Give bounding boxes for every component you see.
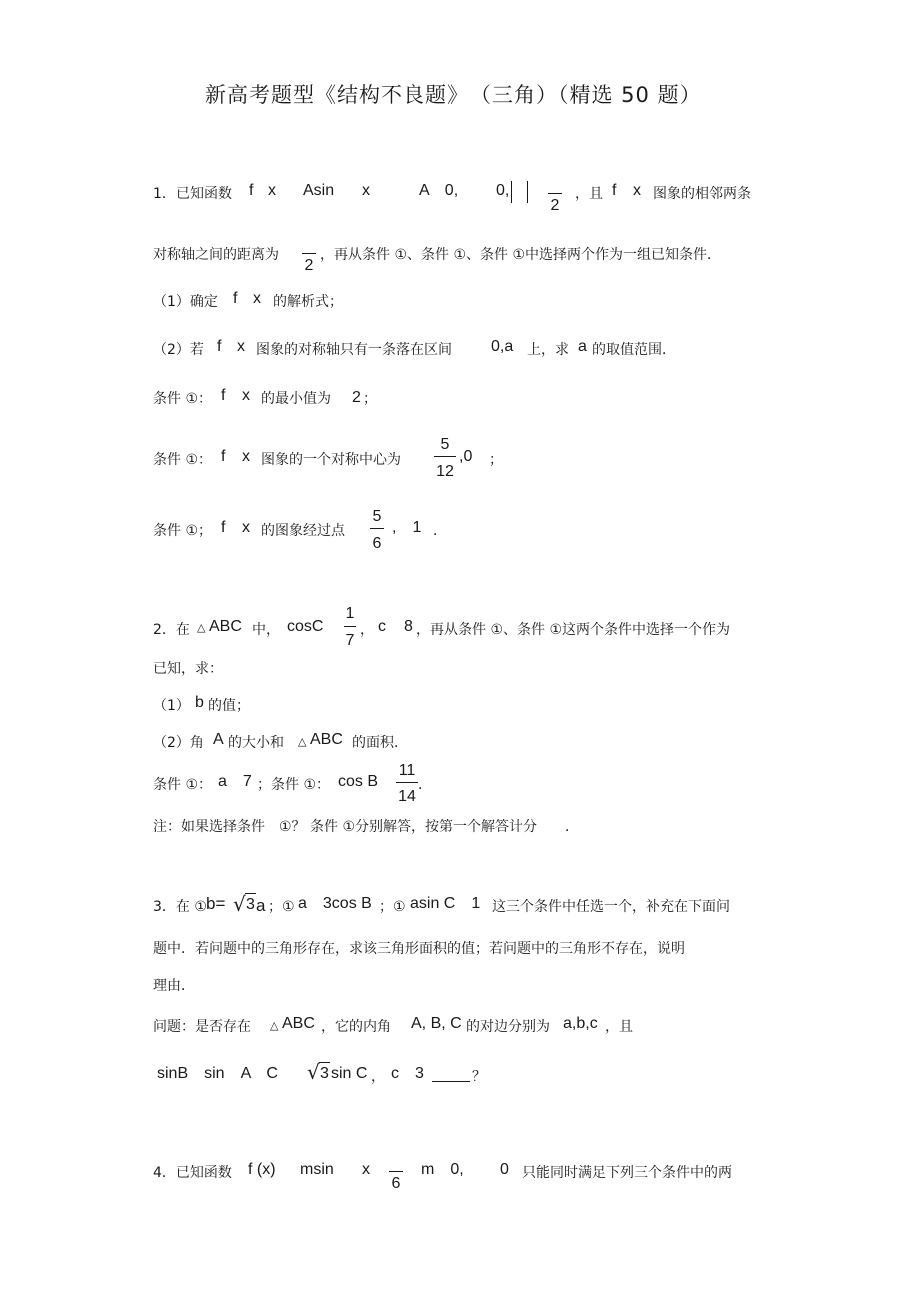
q4-math: msin: [300, 1161, 334, 1178]
q4-text: 只能同时满足下列三个条件中的两: [522, 1165, 732, 1181]
q3-text: 这三个条件中任选一个，补充在下面问: [492, 899, 730, 915]
q1-text: 的图象经过点: [261, 523, 345, 539]
q2-math: A: [213, 731, 224, 748]
q3-math: A, B, C: [411, 1015, 462, 1032]
q2-text: 的值；: [208, 698, 250, 714]
q1-text: 的最小值为: [261, 391, 331, 407]
q1-math: Asin: [303, 182, 335, 199]
q3-math: sin C: [331, 1065, 368, 1082]
q1-math: 0,a: [491, 338, 514, 355]
q2-math: ABC: [209, 618, 242, 635]
q1-text: 的取值范围．: [592, 342, 676, 358]
fraction-bar: [434, 456, 456, 457]
q4-math: f (x): [248, 1161, 276, 1178]
q4-math: m 0,: [421, 1161, 464, 1178]
q1-fraction-denominator: 2: [304, 257, 314, 274]
q1-text: 图象的一个对称中心为: [261, 452, 401, 468]
q1-text: ，再从条件 ①、条件 ①、条件 ①中选择两个作为一组已知条件．: [320, 247, 722, 263]
q3-math: 3: [246, 896, 255, 913]
q3-text: ？: [472, 1069, 486, 1085]
q1-text: 图象的相邻两条: [653, 186, 751, 202]
q3-math: c 3: [391, 1065, 424, 1082]
q3-math: a,b,c: [563, 1015, 598, 1032]
q3-text: 题中．若问题中的三角形存在，求该三角形面积的值；若问题中的三角形不存在，说明: [153, 941, 685, 957]
fraction-bar: [370, 528, 384, 529]
q2-math: b: [195, 694, 204, 711]
q1-condition-2: 条件 ①：: [153, 452, 213, 468]
q3-text: 的对边分别为: [466, 1019, 550, 1035]
q3-text: ；①: [379, 899, 406, 915]
q2-note: 注：如果选择条件 ①？ 条件 ①分别解答，按第一个解答计分 ．: [153, 819, 580, 835]
abs-bar: [527, 181, 528, 203]
q4-math: x: [362, 1161, 370, 1178]
q1-math: f: [249, 182, 254, 199]
q1-text: 已知函数: [176, 186, 232, 202]
q3-text: ，它的内角: [321, 1019, 391, 1035]
q2-fraction-denominator: 14: [398, 788, 416, 805]
q2-text: 中，: [252, 622, 280, 638]
q4-text: 4．已知函数: [153, 1165, 232, 1181]
answer-blank: [432, 1081, 470, 1082]
q4-fraction-denominator: 6: [391, 1175, 401, 1192]
q1-math: f: [233, 290, 238, 307]
q2-text: ；条件 ①：: [257, 777, 331, 793]
q1-math: x: [253, 290, 261, 307]
q1-fraction-denominator: 12: [436, 463, 454, 480]
q3-math: a 3cos B: [298, 895, 372, 912]
q1-fraction-denominator: 2: [550, 197, 560, 214]
q2-math: 8: [404, 618, 413, 635]
q2-part-1: （1）: [153, 698, 190, 714]
q1-math: x: [237, 338, 245, 355]
sqrt-sign: √: [307, 1060, 320, 1084]
q3-math: asin C 1: [410, 895, 481, 912]
q1-math: x: [242, 387, 250, 404]
triangle-icon: △: [197, 621, 206, 634]
q3-math: b=: [206, 894, 226, 913]
q1-text: 图象的对称轴只有一条落在区间: [256, 342, 452, 358]
fraction-bar: [302, 253, 316, 254]
q1-text: ；: [363, 391, 377, 407]
q4-math: 0: [500, 1161, 509, 1178]
q1-math: f: [217, 338, 222, 355]
fraction-bar: [344, 626, 356, 627]
q3-math: ABC: [282, 1015, 315, 1032]
q3-text: 问题：是否存在: [153, 1019, 251, 1035]
abs-bar: [511, 181, 512, 203]
q1-math: x: [633, 182, 641, 199]
q1-math: x: [362, 182, 370, 199]
q2-part-2: （2）角: [153, 735, 204, 751]
fraction-bar: [396, 782, 418, 783]
q2-text: ，: [360, 622, 374, 638]
q1-math: f: [221, 387, 226, 404]
q2-text: 2．在: [153, 622, 190, 638]
q1-text: ．: [433, 523, 447, 539]
q3-text: ；①: [268, 899, 295, 915]
fraction-bar: [548, 193, 562, 194]
q3-text: 理由．: [153, 978, 195, 994]
q1-math: x: [242, 519, 250, 536]
q2-fraction-denominator: 7: [345, 632, 355, 649]
q2-text: 的大小和: [228, 735, 284, 751]
q2-fraction-numerator: 1: [345, 605, 355, 622]
q1-math: a: [578, 338, 587, 355]
sqrt-sign: √: [233, 892, 246, 916]
q1-math: x: [242, 448, 250, 465]
q3-math: a: [256, 896, 266, 915]
q3-text: ，且: [605, 1019, 633, 1035]
q1-math: x: [268, 182, 276, 199]
sqrt-overline: [245, 893, 256, 894]
q2-math: cos B: [338, 773, 379, 790]
q2-conditions: 条件 ①：: [153, 777, 213, 793]
q2-math: ABC: [310, 731, 343, 748]
q1-text: 对称轴之间的距离为: [153, 247, 279, 263]
q1-number: 1．: [153, 186, 176, 202]
q1-fraction-numerator: 5: [440, 436, 450, 453]
q1-text: 上，求: [527, 342, 569, 358]
q1-text: ；: [489, 452, 503, 468]
q1-math: f: [221, 448, 226, 465]
q2-math: c: [378, 618, 386, 635]
q1-math: 2: [352, 389, 361, 406]
q3-text: 3．在 ①: [153, 899, 207, 915]
triangle-icon: △: [270, 1019, 279, 1032]
q1-condition-1: 条件 ①：: [153, 391, 213, 407]
sqrt-overline: [319, 1062, 330, 1063]
q2-text: 的面积．: [352, 735, 408, 751]
page-title: 新高考题型《结构不良题》 （三角）（精选 50 题）: [205, 83, 702, 107]
q3-text: ，: [371, 1069, 385, 1085]
q2-text: ．: [418, 777, 432, 793]
q1-fraction-numerator: 5: [372, 508, 382, 525]
q1-text: 的解析式；: [273, 294, 343, 310]
q1-math: , 1: [392, 519, 422, 536]
q3-math: 3: [320, 1065, 329, 1082]
q2-text: ，再从条件 ①、条件 ①这两个条件中选择一个作为: [416, 622, 731, 638]
q1-math: f: [221, 519, 226, 536]
q1-part-1: （1）确定: [153, 294, 218, 310]
q2-math: a 7: [218, 773, 252, 790]
q2-fraction-numerator: 11: [398, 762, 416, 779]
q1-math: ,0: [459, 448, 473, 465]
q1-condition-3: 条件 ①；: [153, 523, 213, 539]
q1-fraction-denominator: 6: [372, 535, 382, 552]
q2-text: 已知，求：: [153, 661, 223, 677]
q3-math: sinB sin A C: [157, 1065, 278, 1082]
q1-math: A 0,: [419, 182, 459, 199]
q1-math: 0,: [496, 182, 510, 199]
q1-math: f: [612, 182, 617, 199]
fraction-bar: [389, 1171, 403, 1172]
q1-text: ，且: [575, 186, 603, 202]
triangle-icon: △: [298, 735, 307, 748]
q2-math: cosC: [287, 618, 324, 635]
q1-part-2: （2）若: [153, 342, 204, 358]
